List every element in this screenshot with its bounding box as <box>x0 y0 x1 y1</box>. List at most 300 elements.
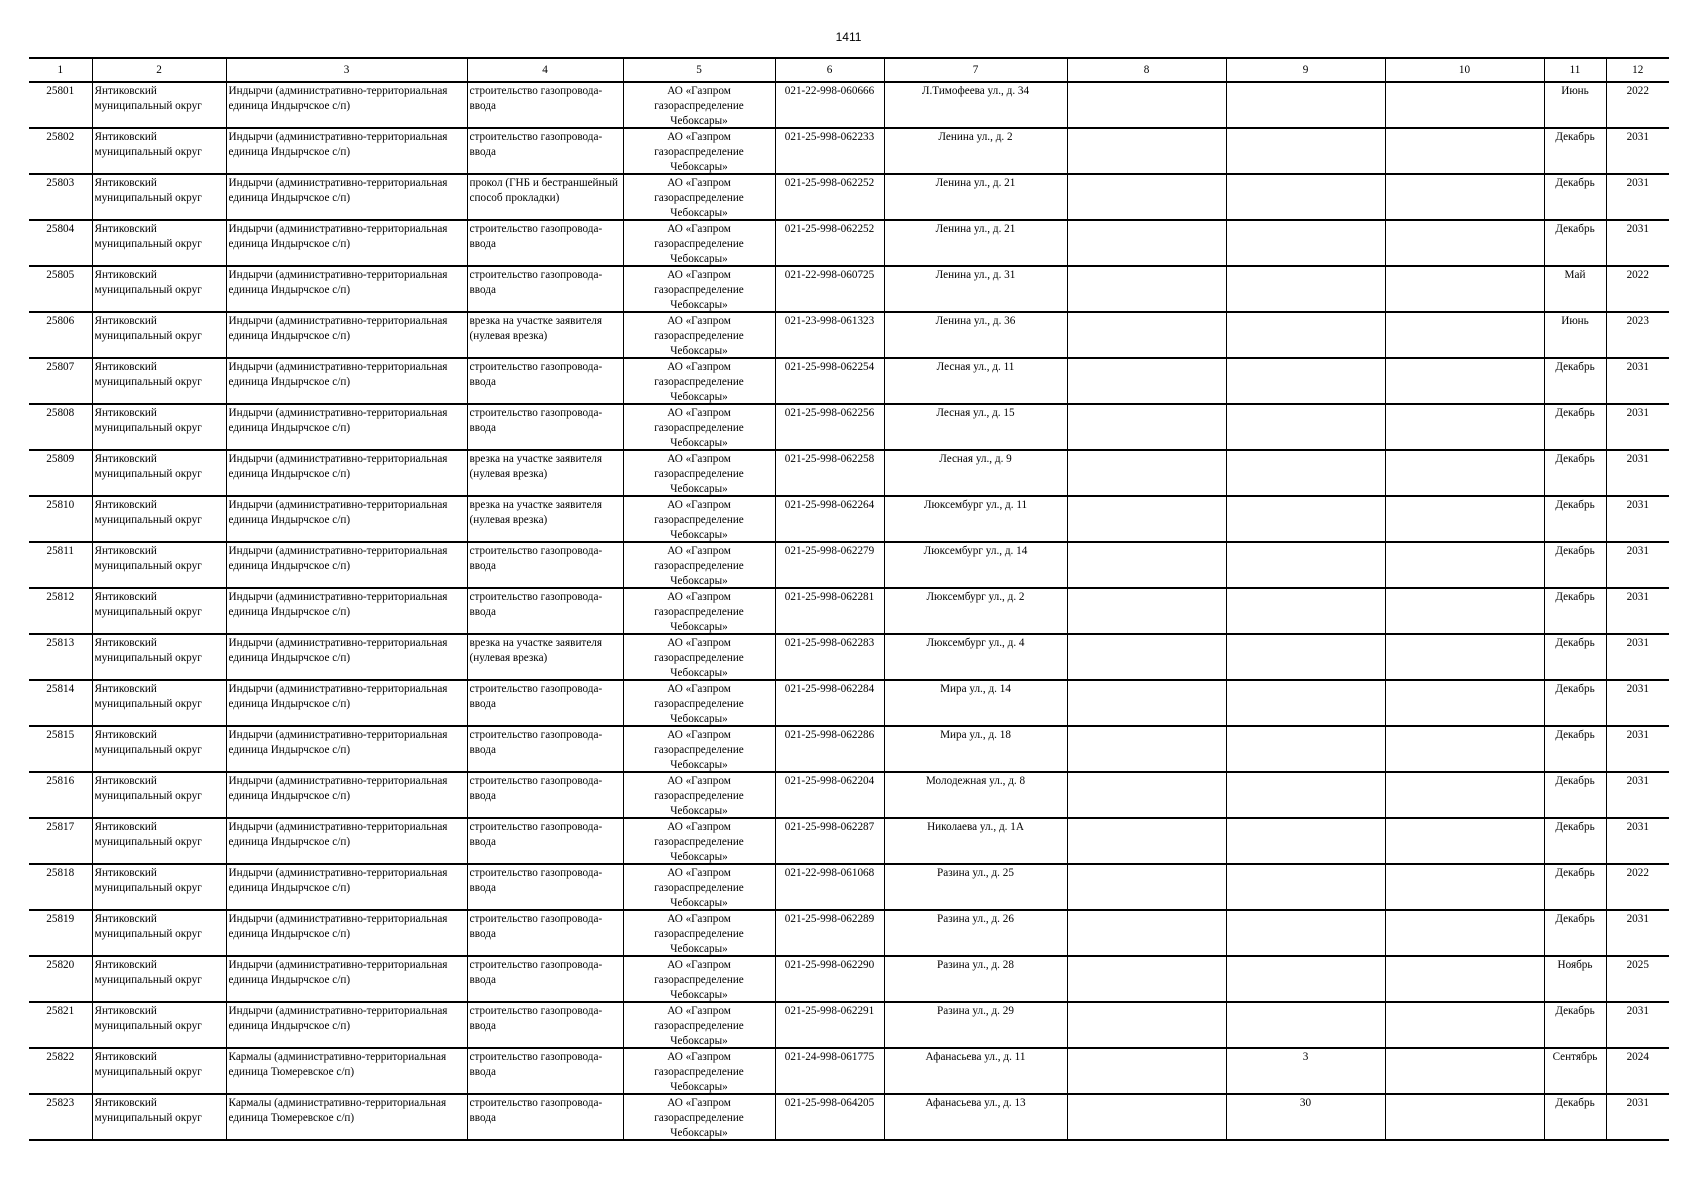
cell-col-10-text <box>1388 866 1542 909</box>
cell-district <box>92 404 226 450</box>
column-header-9: 9 <box>1226 58 1385 82</box>
cell-district-text: Янтиковский муниципальный округ <box>94 913 202 940</box>
cell-district <box>92 864 226 910</box>
cell-district-text: Янтиковский муниципальный округ <box>94 591 202 618</box>
cell-code-text: 021-25-998-062254 <box>784 361 875 373</box>
cell-work-type-text: врезка на участке заявителя (нулевая врезка) <box>469 637 603 664</box>
cell-col-8-text <box>1070 866 1224 909</box>
cell-col-10-text <box>1388 222 1542 265</box>
cell-col-9 <box>1226 220 1385 266</box>
cell-district-text: Янтиковский муниципальный округ <box>94 361 202 388</box>
table-row <box>29 864 1669 910</box>
cell-locality <box>226 1094 467 1140</box>
cell-locality-text: Индырчи (административно-территориальная единица Индырчское с/п) <box>228 1005 448 1032</box>
cell-col-8-text <box>1070 912 1224 955</box>
cell-code-text: 021-25-998-062286 <box>784 729 875 741</box>
column-header-10: 10 <box>1385 58 1544 82</box>
cell-organization-text: АО «Газпром газораспределение Чебоксары» <box>654 683 744 725</box>
cell-col-8-text <box>1070 406 1224 449</box>
cell-locality <box>226 312 467 358</box>
cell-address <box>884 266 1067 312</box>
cell-organization-text: АО «Газпром газораспределение Чебоксары» <box>654 821 744 863</box>
cell-year-text: 2031 <box>1626 499 1649 511</box>
cell-number-text: 25810 <box>46 499 75 511</box>
cell-work-type-text: строительство газопровода-ввода <box>469 223 603 250</box>
cell-number <box>29 956 92 1002</box>
cell-col-8-text <box>1070 636 1224 679</box>
cell-address <box>884 956 1067 1002</box>
cell-month-text: Декабрь <box>1555 729 1595 741</box>
cell-district-text: Янтиковский муниципальный округ <box>94 1005 202 1032</box>
cell-work-type-text: врезка на участке заявителя (нулевая врезка) <box>469 315 603 342</box>
cell-col-10-text <box>1388 406 1542 449</box>
cell-col-10 <box>1385 128 1544 174</box>
cell-number-text: 25814 <box>46 683 75 695</box>
cell-col-9 <box>1226 726 1385 772</box>
cell-month <box>1544 542 1606 588</box>
cell-year <box>1606 864 1669 910</box>
cell-col-10-text <box>1388 84 1542 127</box>
cell-month-text: Июнь <box>1561 315 1589 327</box>
cell-col-8-text <box>1070 1004 1224 1047</box>
cell-code-text: 021-22-998-061068 <box>784 867 875 879</box>
cell-col-8 <box>1067 220 1226 266</box>
cell-code <box>775 1094 884 1140</box>
cell-col-8 <box>1067 496 1226 542</box>
cell-col-8 <box>1067 128 1226 174</box>
cell-year-text: 2025 <box>1626 959 1649 971</box>
table-body <box>29 82 1669 1140</box>
table-row <box>29 450 1669 496</box>
cell-work-type <box>467 266 623 312</box>
cell-locality <box>226 726 467 772</box>
cell-col-9-text <box>1229 682 1383 725</box>
cell-locality <box>226 1002 467 1048</box>
cell-col-9 <box>1226 174 1385 220</box>
cell-district-text: Янтиковский муниципальный округ <box>94 131 202 158</box>
cell-col-9-text <box>1229 360 1383 403</box>
cell-organization <box>623 312 775 358</box>
cell-month <box>1544 1048 1606 1094</box>
cell-month-text: Декабрь <box>1555 637 1595 649</box>
cell-col-8 <box>1067 680 1226 726</box>
cell-work-type <box>467 358 623 404</box>
cell-col-9 <box>1226 496 1385 542</box>
cell-code <box>775 82 884 128</box>
cell-district <box>92 956 226 1002</box>
cell-district <box>92 634 226 680</box>
cell-month-text: Декабрь <box>1555 361 1595 373</box>
cell-address-text: Ленина ул., д. 21 <box>935 177 1016 189</box>
cell-address-text: Мира ул., д. 14 <box>940 683 1011 695</box>
table-row <box>29 1002 1669 1048</box>
cell-organization-text: АО «Газпром газораспределение Чебоксары» <box>654 637 744 679</box>
cell-col-10 <box>1385 1002 1544 1048</box>
cell-work-type <box>467 128 623 174</box>
cell-col-10-text <box>1388 820 1542 863</box>
cell-month <box>1544 266 1606 312</box>
cell-number <box>29 680 92 726</box>
cell-year-text: 2022 <box>1626 867 1649 879</box>
cell-address-text: Мира ул., д. 18 <box>940 729 1011 741</box>
cell-address-text: Лесная ул., д. 15 <box>936 407 1015 419</box>
cell-work-type <box>467 1048 623 1094</box>
cell-organization <box>623 910 775 956</box>
cell-col-8 <box>1067 82 1226 128</box>
cell-col-8 <box>1067 910 1226 956</box>
cell-number <box>29 128 92 174</box>
cell-locality-text: Индырчи (административно-территориальная единица Индырчское с/п) <box>228 545 448 572</box>
cell-number <box>29 404 92 450</box>
cell-locality <box>226 1048 467 1094</box>
cell-month-text: Декабрь <box>1555 1005 1595 1017</box>
cell-organization <box>623 818 775 864</box>
cell-code-text: 021-25-998-062290 <box>784 959 875 971</box>
cell-work-type-text: строительство газопровода-ввода <box>469 85 603 112</box>
cell-col-9 <box>1226 864 1385 910</box>
cell-district <box>92 128 226 174</box>
cell-code <box>775 864 884 910</box>
cell-locality-text: Индырчи (административно-территориальная единица Индырчское с/п) <box>228 499 448 526</box>
cell-number-text: 25807 <box>46 361 75 373</box>
cell-col-9-text <box>1229 590 1383 633</box>
cell-work-type <box>467 220 623 266</box>
cell-col-9-text <box>1229 1004 1383 1047</box>
cell-locality <box>226 404 467 450</box>
cell-col-9-text <box>1229 176 1383 219</box>
table-row <box>29 818 1669 864</box>
cell-address-text: Разина ул., д. 28 <box>937 959 1014 971</box>
cell-col-10 <box>1385 1048 1544 1094</box>
cell-locality <box>226 220 467 266</box>
cell-col-10-text <box>1388 314 1542 357</box>
cell-number <box>29 634 92 680</box>
cell-col-8-text <box>1070 682 1224 725</box>
table-row <box>29 680 1669 726</box>
cell-locality-text: Индырчи (административно-территориальная единица Индырчское с/п) <box>228 913 448 940</box>
cell-work-type <box>467 726 623 772</box>
cell-col-9 <box>1226 82 1385 128</box>
cell-col-10-text <box>1388 544 1542 587</box>
cell-month <box>1544 358 1606 404</box>
cell-col-9 <box>1226 128 1385 174</box>
cell-number-text: 25816 <box>46 775 75 787</box>
cell-locality <box>226 82 467 128</box>
cell-month <box>1544 588 1606 634</box>
cell-code <box>775 680 884 726</box>
cell-work-type-text: строительство газопровода-ввода <box>469 407 603 434</box>
cell-col-9 <box>1226 772 1385 818</box>
cell-work-type-text: строительство газопровода-ввода <box>469 775 603 802</box>
cell-code-text: 021-22-998-060666 <box>784 85 875 97</box>
cell-work-type <box>467 82 623 128</box>
cell-col-10 <box>1385 266 1544 312</box>
cell-work-type <box>467 864 623 910</box>
cell-address <box>884 128 1067 174</box>
cell-district-text: Янтиковский муниципальный округ <box>94 637 202 664</box>
cell-organization <box>623 496 775 542</box>
cell-year <box>1606 450 1669 496</box>
cell-organization <box>623 772 775 818</box>
cell-col-8-text <box>1070 130 1224 173</box>
cell-code <box>775 220 884 266</box>
page-number: 1411 <box>835 30 862 44</box>
cell-district-text: Янтиковский муниципальный округ <box>94 177 202 204</box>
cell-month <box>1544 818 1606 864</box>
cell-col-10 <box>1385 450 1544 496</box>
cell-organization-text: АО «Газпром газораспределение Чебоксары» <box>654 1097 744 1139</box>
cell-work-type-text: строительство газопровода-ввода <box>469 1097 603 1124</box>
cell-work-type <box>467 312 623 358</box>
cell-code <box>775 1002 884 1048</box>
cell-month-text: Сентябрь <box>1552 1051 1598 1063</box>
cell-number <box>29 818 92 864</box>
cell-work-type-text: врезка на участке заявителя (нулевая врезка) <box>469 499 603 526</box>
cell-number-text: 25804 <box>46 223 75 235</box>
cell-col-10-text <box>1388 958 1542 1001</box>
cell-year <box>1606 818 1669 864</box>
table-row <box>29 542 1669 588</box>
cell-district <box>92 726 226 772</box>
cell-district <box>92 220 226 266</box>
cell-year <box>1606 542 1669 588</box>
table-row <box>29 772 1669 818</box>
cell-year <box>1606 910 1669 956</box>
cell-work-type <box>467 772 623 818</box>
cell-code-text: 021-25-998-062252 <box>784 223 875 235</box>
cell-col-9-text: 30 <box>1299 1097 1312 1109</box>
cell-organization-text: АО «Газпром газораспределение Чебоксары» <box>654 361 744 403</box>
cell-year-text: 2031 <box>1626 821 1649 833</box>
cell-locality <box>226 450 467 496</box>
cell-locality-text: Индырчи (административно-территориальная единица Индырчское с/п) <box>228 591 448 618</box>
cell-number <box>29 1002 92 1048</box>
cell-work-type <box>467 956 623 1002</box>
cell-col-9 <box>1226 266 1385 312</box>
registry-table <box>29 57 1669 1141</box>
column-header-12: 12 <box>1606 58 1669 82</box>
cell-col-9 <box>1226 1002 1385 1048</box>
cell-work-type <box>467 404 623 450</box>
cell-organization <box>623 266 775 312</box>
cell-col-10 <box>1385 82 1544 128</box>
cell-col-10-text <box>1388 130 1542 173</box>
cell-col-10 <box>1385 588 1544 634</box>
cell-work-type <box>467 588 623 634</box>
cell-year <box>1606 680 1669 726</box>
cell-col-8-text <box>1070 820 1224 863</box>
cell-address-text: Разина ул., д. 26 <box>937 913 1014 925</box>
column-header-11: 11 <box>1544 58 1606 82</box>
cell-month-text: Декабрь <box>1555 177 1595 189</box>
cell-year-text: 2031 <box>1626 223 1649 235</box>
cell-work-type <box>467 1002 623 1048</box>
cell-year-text: 2031 <box>1626 1097 1649 1109</box>
cell-month-text: Декабрь <box>1555 1097 1595 1109</box>
cell-locality-text: Индырчи (административно-территориальная единица Индырчское с/п) <box>228 453 448 480</box>
cell-address <box>884 680 1067 726</box>
cell-organization-text: АО «Газпром газораспределение Чебоксары» <box>654 775 744 817</box>
cell-year-text: 2031 <box>1626 591 1649 603</box>
cell-organization <box>623 680 775 726</box>
cell-col-9 <box>1226 450 1385 496</box>
cell-address <box>884 1002 1067 1048</box>
cell-col-8-text <box>1070 360 1224 403</box>
cell-year <box>1606 358 1669 404</box>
cell-code <box>775 358 884 404</box>
cell-col-10-text <box>1388 590 1542 633</box>
cell-number-text: 25801 <box>46 85 75 97</box>
cell-code-text: 021-25-998-062291 <box>784 1005 875 1017</box>
cell-organization <box>623 450 775 496</box>
cell-address <box>884 772 1067 818</box>
cell-col-9-text <box>1229 866 1383 909</box>
cell-col-9-text <box>1229 406 1383 449</box>
cell-year <box>1606 772 1669 818</box>
cell-month <box>1544 1002 1606 1048</box>
cell-col-8 <box>1067 450 1226 496</box>
cell-year-text: 2031 <box>1626 637 1649 649</box>
cell-number-text: 25812 <box>46 591 75 603</box>
cell-organization-text: АО «Газпром газораспределение Чебоксары» <box>654 177 744 219</box>
cell-month <box>1544 128 1606 174</box>
cell-locality <box>226 174 467 220</box>
cell-district-text: Янтиковский муниципальный округ <box>94 821 202 848</box>
cell-number <box>29 82 92 128</box>
cell-month-text: Декабрь <box>1555 131 1595 143</box>
cell-col-9-text <box>1229 958 1383 1001</box>
cell-code-text: 021-25-998-062258 <box>784 453 875 465</box>
cell-locality <box>226 266 467 312</box>
column-header-2: 2 <box>92 58 226 82</box>
cell-col-9 <box>1226 956 1385 1002</box>
cell-col-10 <box>1385 910 1544 956</box>
cell-col-8 <box>1067 726 1226 772</box>
cell-work-type-text: строительство газопровода-ввода <box>469 361 603 388</box>
cell-organization-text: АО «Газпром газораспределение Чебоксары» <box>654 867 744 909</box>
cell-code <box>775 818 884 864</box>
cell-col-8-text <box>1070 1096 1224 1139</box>
cell-month <box>1544 680 1606 726</box>
cell-district-text: Янтиковский муниципальный округ <box>94 1097 202 1124</box>
cell-number <box>29 312 92 358</box>
cell-code-text: 021-25-998-062252 <box>784 177 875 189</box>
cell-code-text: 021-23-998-061323 <box>784 315 875 327</box>
cell-col-8 <box>1067 818 1226 864</box>
cell-month <box>1544 82 1606 128</box>
cell-col-9-text <box>1229 820 1383 863</box>
cell-address <box>884 542 1067 588</box>
cell-col-9 <box>1226 1094 1385 1140</box>
cell-col-10 <box>1385 496 1544 542</box>
cell-work-type <box>467 496 623 542</box>
cell-district <box>92 450 226 496</box>
cell-organization <box>623 542 775 588</box>
cell-number <box>29 864 92 910</box>
cell-month-text: Декабрь <box>1555 453 1595 465</box>
cell-month-text: Декабрь <box>1555 867 1595 879</box>
cell-locality-text: Индырчи (административно-территориальная единица Индырчское с/п) <box>228 131 448 158</box>
cell-year-text: 2031 <box>1626 775 1649 787</box>
cell-organization-text: АО «Газпром газораспределение Чебоксары» <box>654 407 744 449</box>
cell-col-8-text <box>1070 176 1224 219</box>
cell-month-text: Декабрь <box>1555 913 1595 925</box>
cell-locality <box>226 634 467 680</box>
cell-number <box>29 220 92 266</box>
cell-code <box>775 450 884 496</box>
cell-organization-text: АО «Газпром газораспределение Чебоксары» <box>654 131 744 173</box>
cell-address <box>884 82 1067 128</box>
cell-code-text: 021-22-998-060725 <box>784 269 875 281</box>
cell-year-text: 2031 <box>1626 1005 1649 1017</box>
cell-year <box>1606 220 1669 266</box>
cell-month-text: Декабрь <box>1555 407 1595 419</box>
cell-col-9-text <box>1229 728 1383 771</box>
cell-year-text: 2031 <box>1626 683 1649 695</box>
cell-col-10-text <box>1388 498 1542 541</box>
cell-number <box>29 174 92 220</box>
cell-address <box>884 1094 1067 1140</box>
cell-col-8 <box>1067 358 1226 404</box>
cell-address-text: Ленина ул., д. 21 <box>935 223 1016 235</box>
cell-district-text: Янтиковский муниципальный округ <box>94 269 202 296</box>
cell-year-text: 2024 <box>1626 1051 1649 1063</box>
cell-col-9 <box>1226 680 1385 726</box>
cell-col-8 <box>1067 1094 1226 1140</box>
cell-work-type <box>467 680 623 726</box>
cell-work-type-text: строительство газопровода-ввода <box>469 913 603 940</box>
cell-number-text: 25809 <box>46 453 75 465</box>
cell-number-text: 25805 <box>46 269 75 281</box>
cell-col-9 <box>1226 588 1385 634</box>
cell-col-10-text <box>1388 1096 1542 1139</box>
cell-col-10 <box>1385 818 1544 864</box>
cell-col-9-text <box>1229 544 1383 587</box>
cell-locality-text: Индырчи (административно-территориальная единица Индырчское с/п) <box>228 683 448 710</box>
cell-district <box>92 174 226 220</box>
cell-col-10-text <box>1388 912 1542 955</box>
cell-month <box>1544 174 1606 220</box>
cell-month <box>1544 726 1606 772</box>
cell-address <box>884 634 1067 680</box>
cell-number <box>29 910 92 956</box>
cell-work-type <box>467 542 623 588</box>
cell-code-text: 021-25-998-062284 <box>784 683 875 695</box>
cell-col-8 <box>1067 864 1226 910</box>
cell-col-10-text <box>1388 1050 1542 1093</box>
cell-year <box>1606 634 1669 680</box>
cell-year-text: 2022 <box>1626 269 1649 281</box>
cell-district <box>92 910 226 956</box>
cell-month-text: Декабрь <box>1555 499 1595 511</box>
cell-month <box>1544 312 1606 358</box>
cell-organization-text: АО «Газпром газораспределение Чебоксары» <box>654 315 744 357</box>
cell-address-text: Люксембург ул., д. 2 <box>926 591 1025 603</box>
cell-work-type-text: прокол (ГНБ и бестраншейный способ прокладки) <box>469 177 619 204</box>
column-header-1: 1 <box>29 58 92 82</box>
cell-col-8-text <box>1070 314 1224 357</box>
cell-locality <box>226 772 467 818</box>
cell-district-text: Янтиковский муниципальный округ <box>94 453 202 480</box>
cell-district-text: Янтиковский муниципальный округ <box>94 683 202 710</box>
cell-col-8 <box>1067 266 1226 312</box>
cell-number-text: 25808 <box>46 407 75 419</box>
cell-col-9-text <box>1229 452 1383 495</box>
cell-number <box>29 450 92 496</box>
cell-organization <box>623 588 775 634</box>
table-row <box>29 128 1669 174</box>
cell-col-10-text <box>1388 176 1542 219</box>
